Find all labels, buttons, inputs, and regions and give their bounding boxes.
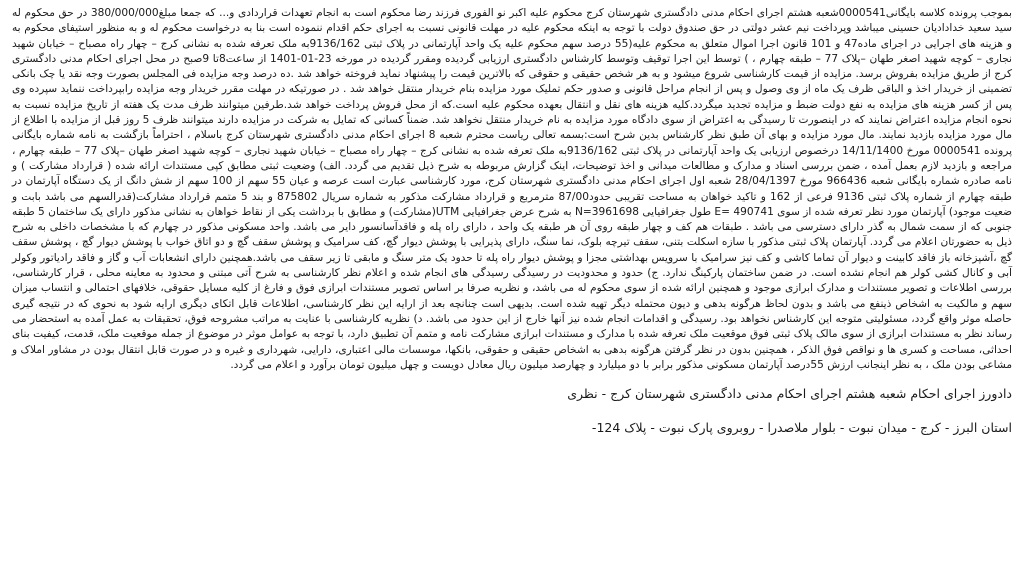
spacer <box>12 373 1012 385</box>
notice-body: بموجب پرونده کلاسه بایگانی0000541شعبه هشتم اجرای احکام مدنی دادگستری شهرستان کرج محکوم علیه اکبر نو الفوری فرزند رضا محکوم است به انجام تعهدات قراردادی و... که جمعا مبلغ380/000/000 در حق محکوم له سید سعید خدادادیان حسینی میباشد وپرداخت نیم عشر دولتی در حق صندوق دولت با توجه به اینکه محکوم علیه در مهلت قانونی نسبت به اجرای حکم اقدام ننموده است بنا به درخواست محکوم له و به منظور استیفای محکوم به و هزینه های اجرایی در اجرای ماده47 و 101 قانون اجرا اموال متعلق به محکوم علیه(55 درصد سهم محکوم علیه یک واحد آپارتمانی در پلاک ثبتی 9136/162به ملک تعرفه شده به نشانی کرج – چهار راه مصباح – خیابان شهید نجاری – کوچه شهید اصغر طهان –پلاک 77 – طبقه چهارم ، ) توسط این اجرا توقیف وتوسط کارشناس دادگستری ارزیابی گردیده ومقرر گردیده در مورخه 23-01-1401 از ساعت8تا 9صبح در محل اجرای احکام مدنی دادگستری کرج از طریق مزایده بفروش برسد. مزایده از قیمت کارشناسی شروع میشود و به هر شخص حقیقی و حقوقی که بالاترین قیمت را پیشنهاد نماید فروخته خواهد شد .ده درصد وجه مزایده فی المجلس بصورت وجه نقد یا چک بانکی تضمینی از خریدار اخذ و الباقی ظرف یک ماه از وی وصول و پس از انجام مراحل قانونی و صدور حکم تملیک مورد مزایده بنام خریدار منتقل خواهد شد . در صورتیکه در مهلت مقرر خریدار وجه مزایده رابپرداخت ننماید سپرده وی پس از کسر هزینه های مزایده به نفع دولت ضبط و مزایده تجدید میگردد.کلیه هزینه های نقل و انتقال بعهده محکوم علیه است.که از محل فروش پرداخت خواهد شد.طرفین میتوانند ظرف مدت یک هفته از تاریخ مزایده نسبت به نحوه انجام مزایده اعتراض نمایند که در اینصورت تا رسیدگی به اعتراض از سوی دادگاه مورد مزایده به نام خریدار منتقل نخواهد شد. ضمناً کسانی که تمایل به شرکت در مزایده دارند میتوانند ظرف 5 روز قبل از مزایده با اطلاع از مال مورد مزایده بازدید نمایند. مال مورد مزایده و بهای آن طبق نظر کارشناس بدین شرح است:بسمه تعالی ریاست محترم شعبه 8 اجرای احکام مدنی دادگستری شهرستان کرج باسلام ، احتراماً بازگشت به نامه شماره بایگانی پرونده 0000541 مورخ 14/11/1400 درخصوص ارزیابی یک واحد آپارتمانی در پلاک ثبتی 9136/162به ملک تعرفه شده به نشانی کرج – چهار راه مصباح – خیابان شهید نجاری – کوچه شهید اصغر طهان –پلاک 77 – طبقه چهارم ، مراجعه و بازدید لازم بعمل آمده ، ضمن بررسی اسناد و مدارک و مطالعات میدانی و اخذ توضیحات، اینک گزارش مربوطه به شرح ذیل تقدیم می گردد. الف) وضعیت ثبتی مطابق کپی مستندات ارائه شده ( قرارداد مشارکت ) و نامه صادره شماره بایگانی شعبه 966436 مورخ 28/04/1397 شعبه اول اجرای احکام مدنی دادگستری شهرستان کرج، مورد کارشناسی عبارت است عرصه و عیان 55 سهم از 100 سهم از شش دانگ از یک دستگاه آپارتمان در طبقه چهارم از شماره پلاک ثبتی 9136 فرعی از 162 و تاکید خواهان به مساحت تقریبی حدود87/00 مترمربع و قرارداد مشارکت مذکور به شماره سریال 875802 و بند 5 متمم قرارداد مشارکت(قدرالسهم می باشد بابت و ضعیت موجود) آپارتمان مورد نظر تعرفه شده از سوی E= 490741 طول جغرافیایی N=3961698 به شرح عرض جغرافیایی UTM(مشارکت) و مطابق با برداشت یکی از نقاط خواهان به نشانی مذکور دارای یک ساختمان 5 طبقه جنوبی که از سمت شمال به گذر دارای دسترسی می باشد . طبقات هم کف و چهار طبقه روی آن هر طبقه یک واحد ، دارای راه پله و فاقدآسانسور دایر می باشد. واحد مسکونی مذکور در چهارم که با مشخصات داخلی به شرح ذیل به حضورتان اعلام می گردد. آپارتمان پلاک ثبتی مذکور با سازه اسکلت بتنی، سقف تیرچه بلوک، نما سنگ، دارای پذیرایی با پوشش دیوار گچ، کف سرامیک و پوشش سقف گچ و دو اتاق خواب با پوشش دیوار گچ ، پوشش سقف گچ ،آشپزخانه باز فاقد کابینت و دیوار آن تماما کاشی و کف نیز سرامیک با سرویس بهداشتی مجزا و پوشش دیوار راه پله تا حدود یک متر سنگ و مابقی تا زیر سقف می باشد.همچنین دارای انشعابات آب و گاز و فاقد رادیاتور وکولر آبی و کانال کشی کولر هم انجام نشده است. در ضمن ساختمان پارکینگ ندارد. ج) حدود و محدودیت در رسیدگی رسیدگی های انجام شده و اعلام نظر کارشناسی به شرح آتی مبتنی و محدود به معاینه محلی ، قرار کارشناسی، بررسی اطلاعات و تصویر مستندات و مدارک ابرازی موجود و همچنین ارائه شده از سوی محکوم له می باشد، و نظریه صرفا بر اساس تصویر مستندات ابرازی فوق و فارغ از کلیه مسایل حقوقی، خلافهای احتمالی و انتساب میزان سهم و مالکیت به اشخاص ذینفع می باشد و بدون لحاظ هرگونه بدهی و دیون محتمله دیگر تهیه شده است. بدیهی است چنانچه بعد از ارایه این نظر کارشناسی، اطلاعات قابل اتکای دیگری ارایه شود به نحوی که در نتیجه گیری حاصله موثر واقع گردد، مسئولیتی متوجه این کارشناس نخواهد بود. رسیدگی و اقدامات انجام شده نیز آنها خارج از این حدود می باشد. د) نظریه کارشناسی با عنایت به مراتب مشروحه فوق، تحقیقات به عمل آمده به استحضار می رساند نظر به مستندات ابرازی از سوی مالک پلاک ثبتی فوق موقعیت ملک تعرفه شده با مدارک و مستندات ابرازی مشارکت نامه و متمم آن تطبیق دارد، با توجه به عوامل موثر در موضوع از جمله موقعیت ملک، قدمت، کیفیت بنای احداثی، مساحت و کسری ها و نواقص فوق الذکر ، همچنین بدون در نظر گرفتن هرگونه بدهی به اشخاص حقیقی و حقوقی، بانکها، موسسات مالی اعتباری، دارایی، شهرداری و غیره و در صورت قابل انتقال بودن در مشاور املاک و مشاعی بودن ملک ، به نظر اینجانب ارزش 55درصد آپارتمان مسکونی مذکور برابر با دو میلیارد و چهارصد میلیون ریال معادل دویست و چهل میلیون تومان برآورد و اعلام می گردد. <box>12 7 1013 371</box>
address-line: استان البرز - کرج - میدان نبوت - بلوار ملاصدرا - روبروی پارک نبوت - پلاک 124- <box>591 420 1012 436</box>
issuer-line: دادورز اجرای احکام شعبه هشتم اجرای احکام مدنی دادگستری شهرستان کرج - نظری <box>567 386 1012 402</box>
